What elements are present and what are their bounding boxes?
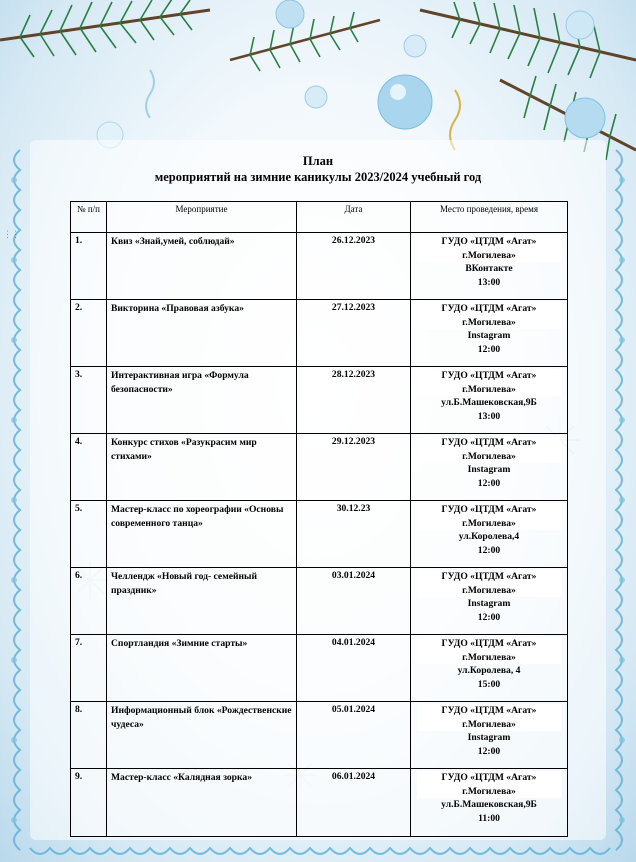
- row-event: Квиз «Знай,умей, соблюдай»: [107, 233, 297, 300]
- row-date: 06.01.2024: [297, 769, 411, 837]
- row-place: [411, 300, 568, 367]
- row-place: [411, 367, 568, 434]
- table-row: [71, 635, 568, 702]
- place-org: ГУДО «ЦТДМ «Агат»: [417, 436, 561, 450]
- place-time: 12:00: [477, 343, 501, 355]
- place-location: ул.Королева,4: [458, 531, 520, 542]
- place-location: Instagram: [467, 732, 511, 743]
- row-place: [411, 233, 568, 300]
- place-time: 13:00: [477, 410, 501, 422]
- place-location: ВКонтакте: [465, 263, 513, 274]
- table-row: [71, 434, 568, 501]
- header-num: № п/п: [71, 202, 107, 233]
- place-org: ГУДО «ЦТДМ «Агат»: [417, 503, 561, 517]
- table-row: [71, 300, 568, 367]
- place-org: ГУДО «ЦТДМ «Агат»: [417, 369, 561, 383]
- table-row: [71, 702, 568, 769]
- row-num: 8.: [71, 702, 107, 769]
- place-location: ул.Б.Машековская,9Б: [441, 397, 537, 408]
- row-num: 6.: [71, 568, 107, 635]
- place-city: г.Могилева»: [417, 785, 561, 799]
- row-event: Мастер-класс по хореографии «Основы современного танца»: [107, 501, 297, 568]
- table-row: [71, 367, 568, 434]
- title-line-2: мероприятий на зимние каникулы 2023/2024 учебный год: [154, 170, 482, 184]
- row-place: [411, 501, 568, 568]
- row-event: Интерактивная игра «Формула безопасности»: [107, 367, 297, 434]
- events-table: [70, 201, 568, 837]
- place-location: ул.Б.Машековская,9Б: [441, 799, 537, 810]
- place-city: г.Могилева»: [417, 651, 561, 665]
- place-org: ГУДО «ЦТДМ «Агат»: [417, 771, 561, 785]
- row-place: [411, 769, 568, 837]
- place-city: г.Могилева»: [417, 718, 561, 732]
- row-num: 1.: [71, 233, 107, 300]
- place-city: г.Могилева»: [417, 316, 561, 330]
- row-date: 29.12.2023: [297, 434, 411, 501]
- row-num: 5.: [71, 501, 107, 568]
- place-org: ГУДО «ЦТДМ «Агат»: [417, 704, 561, 718]
- place-org: ГУДО «ЦТДМ «Агат»: [417, 235, 561, 249]
- place-location: Instagram: [467, 598, 511, 609]
- place-time: 12:00: [477, 745, 501, 757]
- row-place: [411, 635, 568, 702]
- row-num: 4.: [71, 434, 107, 501]
- place-time: 12:00: [477, 544, 501, 556]
- page-title: [60, 153, 576, 185]
- row-event: Конкурс стихов «Разукрасим мир стихами»: [107, 434, 297, 501]
- table-row: [71, 769, 568, 837]
- place-org: ГУДО «ЦТДМ «Агат»: [417, 570, 561, 584]
- drag-handle-icon[interactable]: ⋮⋮: [3, 229, 19, 239]
- row-date: 28.12.2023: [297, 367, 411, 434]
- header-place: Место проведения, время: [411, 202, 568, 233]
- place-time: 13:00: [477, 276, 501, 288]
- row-date: 05.01.2024: [297, 702, 411, 769]
- place-city: г.Могилева»: [417, 517, 561, 531]
- title-line-1: План: [302, 154, 334, 168]
- place-time: 12:00: [477, 477, 501, 489]
- place-time: 11:00: [478, 812, 500, 824]
- row-date: 27.12.2023: [297, 300, 411, 367]
- row-num: 9.: [71, 769, 107, 837]
- row-event: Викторина «Правовая азбука»: [107, 300, 297, 367]
- place-city: г.Могилева»: [417, 249, 561, 263]
- row-place: [411, 434, 568, 501]
- place-location: Instagram: [467, 330, 511, 341]
- row-event: Спортландия «Зимние старты»: [107, 635, 297, 702]
- table-header-row: [71, 202, 568, 233]
- table-row: [71, 501, 568, 568]
- row-event: Информационный блок «Рождественские чудеса»: [107, 702, 297, 769]
- row-num: 7.: [71, 635, 107, 702]
- table-row: [71, 233, 568, 300]
- place-time: 12:00: [477, 611, 501, 623]
- header-date: Дата: [297, 202, 411, 233]
- place-city: г.Могилева»: [417, 450, 561, 464]
- place-location: ул.Королева, 4: [457, 665, 521, 676]
- row-place: [411, 702, 568, 769]
- table-row: [71, 568, 568, 635]
- place-city: г.Могилева»: [417, 383, 561, 397]
- place-org: ГУДО «ЦТДМ «Агат»: [417, 302, 561, 316]
- row-date: 04.01.2024: [297, 635, 411, 702]
- row-event: Мастер-класс «Калядная зорка»: [107, 769, 297, 837]
- place-time: 15:00: [477, 678, 501, 690]
- row-num: 2.: [71, 300, 107, 367]
- row-date: 26.12.2023: [297, 233, 411, 300]
- row-event: Челлендж «Новый год- семейный праздник»: [107, 568, 297, 635]
- row-date: 30.12.23: [297, 501, 411, 568]
- row-place: [411, 568, 568, 635]
- row-num: 3.: [71, 367, 107, 434]
- place-city: г.Могилева»: [417, 584, 561, 598]
- row-date: 03.01.2024: [297, 568, 411, 635]
- place-location: Instagram: [467, 464, 511, 475]
- place-org: ГУДО «ЦТДМ «Агат»: [417, 637, 561, 651]
- header-event: Мероприятие: [107, 202, 297, 233]
